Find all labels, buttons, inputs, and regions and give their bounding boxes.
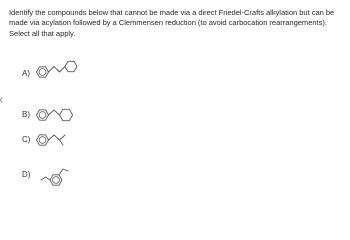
question-line-1: Identify the compounds below that cannot be made via a direct Friedel-Crafts alkylation but can be (9, 8, 335, 17)
option-d[interactable] (0, 160, 350, 188)
option-d-label: D) (22, 170, 31, 179)
option-b[interactable] (0, 100, 350, 128)
question-line-3: Select all that apply. (9, 28, 76, 38)
option-b-label: B) (22, 110, 30, 119)
sec-pentyl-benzene-structure-icon (30, 160, 110, 190)
option-c-label: C) (22, 135, 31, 144)
question-line-2: made via acylation followed by a Clemmensen reduction (to avoid carbocation rearrangements). (9, 18, 327, 28)
option-a[interactable] (0, 60, 350, 88)
question-text (9, 8, 345, 39)
option-c[interactable] (0, 125, 350, 153)
benzyl-cyclohexylmethyl-structure-icon (30, 60, 110, 90)
option-a-label: A) (22, 69, 30, 78)
isobutylbenzene-structure-icon (30, 125, 110, 155)
